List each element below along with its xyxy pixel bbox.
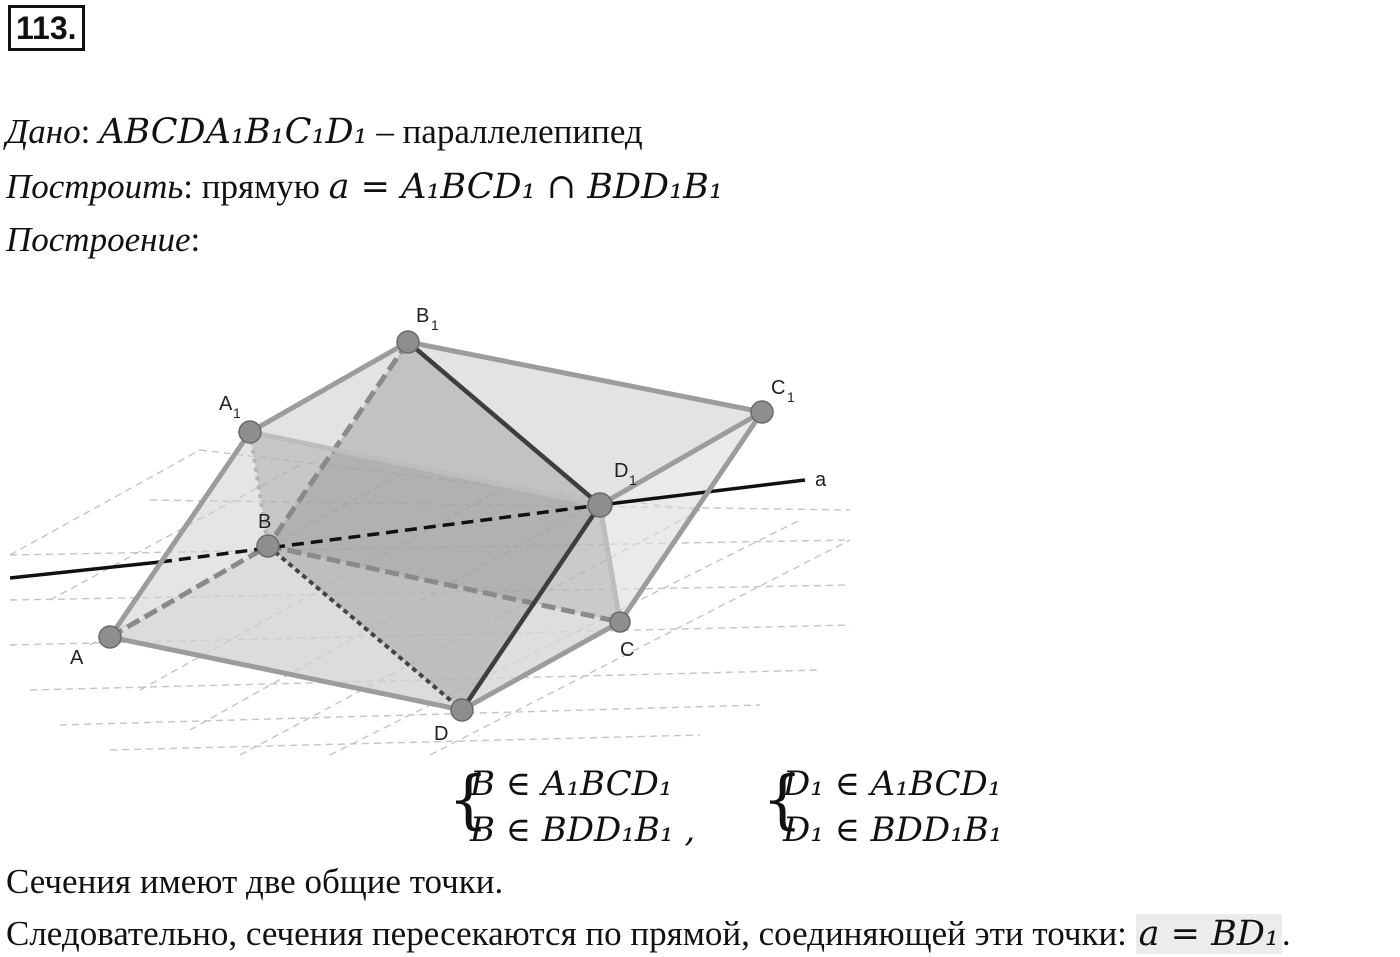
- label-D1: D: [614, 460, 629, 482]
- construct-text: прямую: [201, 167, 320, 206]
- label-D1-sub: 1: [629, 472, 637, 488]
- right-system-line1: D₁ ∈ A₁BCD₁: [783, 764, 1002, 804]
- given-line: Дано: ABCDA₁B₁C₁D₁ – параллелепипед: [6, 112, 643, 152]
- given-math: ABCDA₁B₁C₁D₁: [99, 112, 368, 152]
- label-A1: A: [219, 393, 233, 415]
- label-line-a: a: [815, 469, 827, 491]
- problem-number: 113.: [8, 5, 85, 51]
- conclusion-math: a = BD₁: [1136, 914, 1282, 954]
- label-B1: B: [416, 305, 430, 327]
- conclusion-line-2: [6, 914, 1291, 954]
- right-system-brace: {: [762, 763, 803, 837]
- conclusion-line-1: Сечения имеют две общие точки.: [6, 862, 504, 901]
- construction-label: Построение: [6, 220, 191, 259]
- left-system-line1: B ∈ A₁BCD₁: [470, 764, 673, 804]
- construct-label: Построить: [6, 167, 184, 206]
- label-B: B: [258, 511, 272, 533]
- left-system-line2: B ∈ BDD₁B₁ ,: [470, 810, 696, 850]
- given-text: – параллелепипед: [376, 112, 643, 151]
- construct-line: Построить: прямую a = A₁BCD₁ ∩ BDD₁B₁: [6, 167, 723, 207]
- label-C: C: [620, 639, 635, 661]
- parallelepiped-figure: [0, 290, 880, 760]
- conclusion-period: .: [1281, 914, 1291, 953]
- given-label: Дано: [6, 112, 81, 151]
- construct-math: a = A₁BCD₁ ∩ BDD₁B₁: [328, 167, 723, 207]
- label-C1: C: [771, 377, 786, 399]
- construction-line: Построение:: [6, 220, 201, 259]
- label-C1-sub: 1: [787, 389, 795, 405]
- label-A: A: [70, 647, 84, 669]
- label-B1-sub: 1: [431, 317, 439, 333]
- label-A1-sub: 1: [233, 405, 241, 421]
- label-D: D: [434, 723, 449, 745]
- left-system-brace: {: [448, 763, 489, 837]
- right-system-line2: D₁ ∈ BDD₁B₁: [783, 810, 1003, 850]
- conclusion-text: Следовательно, сечения пересекаются по прямой, соединяющей эти точки:: [6, 914, 1127, 953]
